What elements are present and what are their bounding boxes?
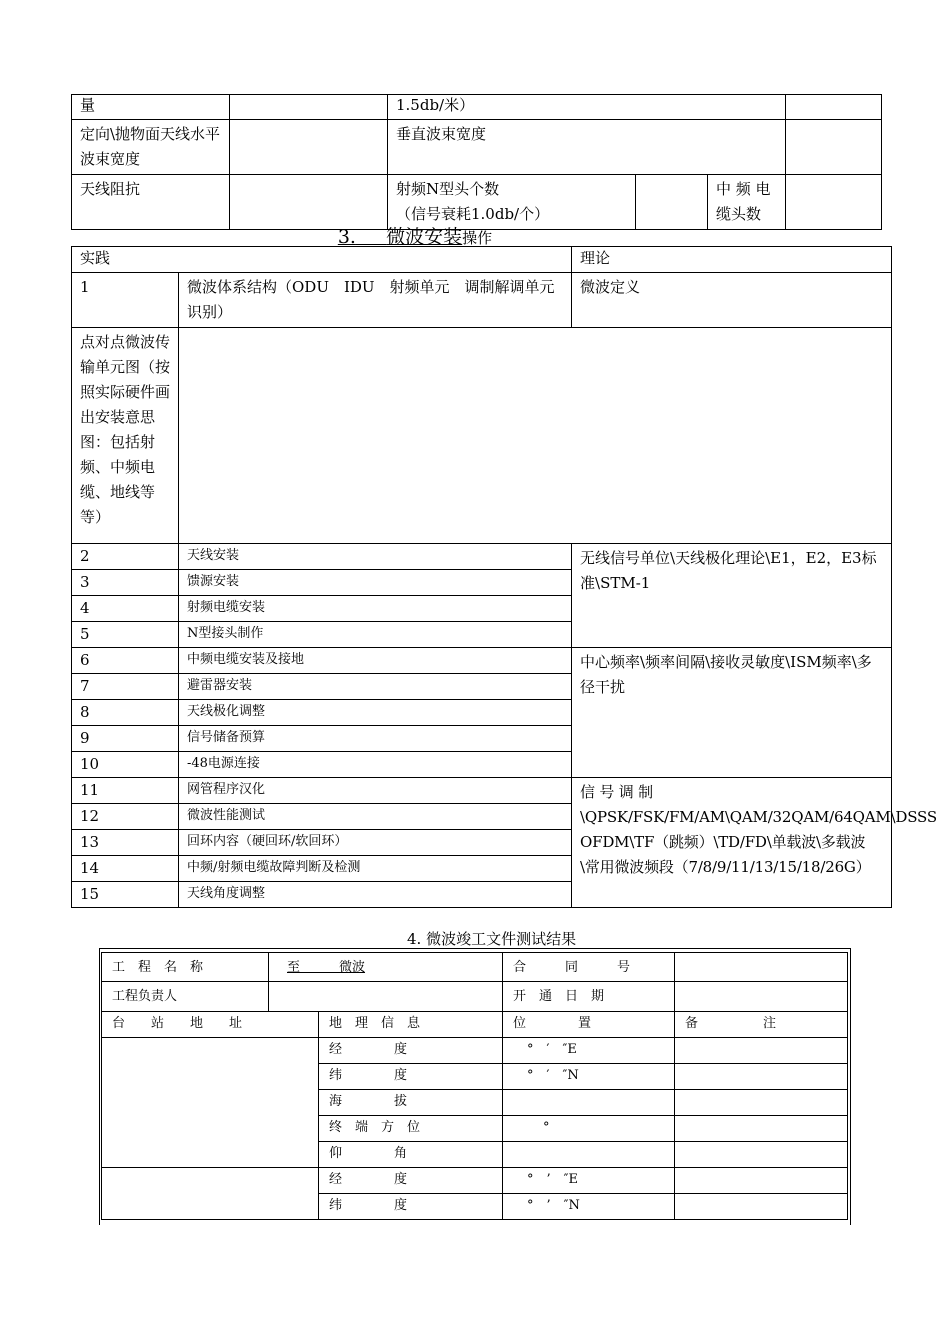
list-item: 信号储备预算 [179, 726, 572, 752]
geo-row: 纬 度 [319, 1064, 503, 1090]
row-1-theory: 微波定义 [572, 273, 892, 328]
theory-group-1: 无线信号单位\天线极化理论\E1，E2，E3标准\STM-1 [572, 544, 892, 648]
station-address-label: 台 站 地 址 [102, 1012, 319, 1038]
list-item: 微波性能测试 [179, 804, 572, 830]
row-1-text: 微波体系结构（ODU IDU 射频单元 调制解调单元识别） [179, 273, 572, 328]
geo-row: 终 端 方 位 [319, 1116, 503, 1142]
geo-row: 纬 度 [319, 1194, 503, 1220]
header-theory: 理论 [572, 247, 892, 273]
cell-horizontal-beamwidth: 定向\抛物面天线水平波束宽度 [72, 120, 230, 175]
theory-group-3: 信 号 调 制 \QPSK/FSK/FM/AM\QAM/32QAM/64QAM\DSSS OFDM\TF（跳频）\TD/FD\单载波\多载波\常用微波频段（7/8/9/11/13/15/18/26G） [572, 778, 892, 908]
completion-test-table [101, 952, 848, 1220]
list-item: 中频/射频电缆故障判断及检测 [179, 856, 572, 882]
diagram-area [179, 328, 892, 544]
list-item: N型接头制作 [179, 622, 572, 648]
geo-row: 海 拔 [319, 1090, 503, 1116]
manager-label: 工程负责人 [102, 982, 269, 1012]
row-1-num: 1 [72, 273, 179, 328]
contract-label: 合 同 号 [503, 953, 675, 982]
cell-attenuation: 1.5db/米） [388, 95, 786, 120]
cell-antenna-impedance: 天线阻抗 [72, 175, 230, 230]
list-item: 网管程序汉化 [179, 778, 572, 804]
station-address-2 [102, 1168, 319, 1220]
section-3-title: 3. 微波安装操作 [337, 226, 493, 248]
geo-info-label: 地 理 信 息 [319, 1012, 503, 1038]
list-item: 射频电缆安装 [179, 596, 572, 622]
list-item: 天线安装 [179, 544, 572, 570]
list-item: 避雷器安装 [179, 674, 572, 700]
cell-vertical-beamwidth: 垂直波束宽度 [388, 120, 786, 175]
section-4-title: 4. 微波竣工文件测试结果 [145, 928, 576, 949]
project-name-label: 工 程 名 称 [102, 953, 269, 982]
theory-group-2: 中心频率\频率间隔\接收灵敏度\ISM频率\多径干扰 [572, 648, 892, 778]
position-value: ° ′ ″N [503, 1064, 675, 1090]
list-item: 天线角度调整 [179, 882, 572, 908]
geo-row: 仰 角 [319, 1142, 503, 1168]
list-item: 馈源安装 [179, 570, 572, 596]
cell-quantity: 量 [72, 95, 230, 120]
list-item: 中频电缆安装及接地 [179, 648, 572, 674]
position-value: ° [503, 1116, 675, 1142]
position-value: ° ’ ″N [503, 1194, 675, 1220]
position-label: 位 置 [503, 1012, 675, 1038]
remark-label: 备 注 [675, 1012, 848, 1038]
practice-theory-table: 实践 理论 1 微波体系结构（ODU IDU 射频单元 调制解调单元识别） 微波定义 点对点微波传输单元图（按照实际硬件画出安装意思图：包括射频、中频电缆、地线等等） 2 天线安装 无线信号单位\天线极化理论\E1，E2，E3标准\STM-1 3 馈源安装 4 射频电缆安装 5 N型接头制作 6 中频电缆安装及接地 中心频率\频率间隔\接收灵敏度\ISM频率\多径干扰 7 避雷器安装 8 天线极化调整 9 信号储备预算 10 -48电源连接 11 网管程序汉化 信 号 调 制 \QPSK/FSK/FM/AM\QAM/32QAM/64QAM\DSSS OFDM\TF（跳频）\TD/FD\单载波\多载波\常用微波频段（7/8/9/11/13/15/18/26G） 12 微波性能测试 13 回环内容（硬回环/软回环） 14 中频/射频电缆故障判断及检测 15 天线角度调整 [71, 246, 892, 908]
open-date-label: 开 通 日 期 [503, 982, 675, 1012]
project-name-value: 至 微波 [269, 953, 503, 982]
position-value [503, 1090, 675, 1116]
position-value [503, 1142, 675, 1168]
cell-n-connector-count: 射频N型头个数 （信号衰耗1.0db/个） [388, 175, 636, 230]
header-practice: 实践 [72, 247, 572, 273]
position-value: ° ’ ″E [503, 1168, 675, 1194]
list-item: 回环内容（硬回环/软回环） [179, 830, 572, 856]
diagram-label: 点对点微波传输单元图（按照实际硬件画出安装意思图：包括射频、中频电缆、地线等等） [72, 328, 179, 544]
geo-row: 经 度 [319, 1038, 503, 1064]
geo-row: 经 度 [319, 1168, 503, 1194]
station-address-1 [102, 1038, 319, 1168]
position-value: ° ′ ″E [503, 1038, 675, 1064]
cell-if-cable-heads: 中 频 电 缆头数 [708, 175, 786, 230]
list-item: 天线极化调整 [179, 700, 572, 726]
top-parameter-table [71, 94, 882, 230]
list-item: -48电源连接 [179, 752, 572, 778]
